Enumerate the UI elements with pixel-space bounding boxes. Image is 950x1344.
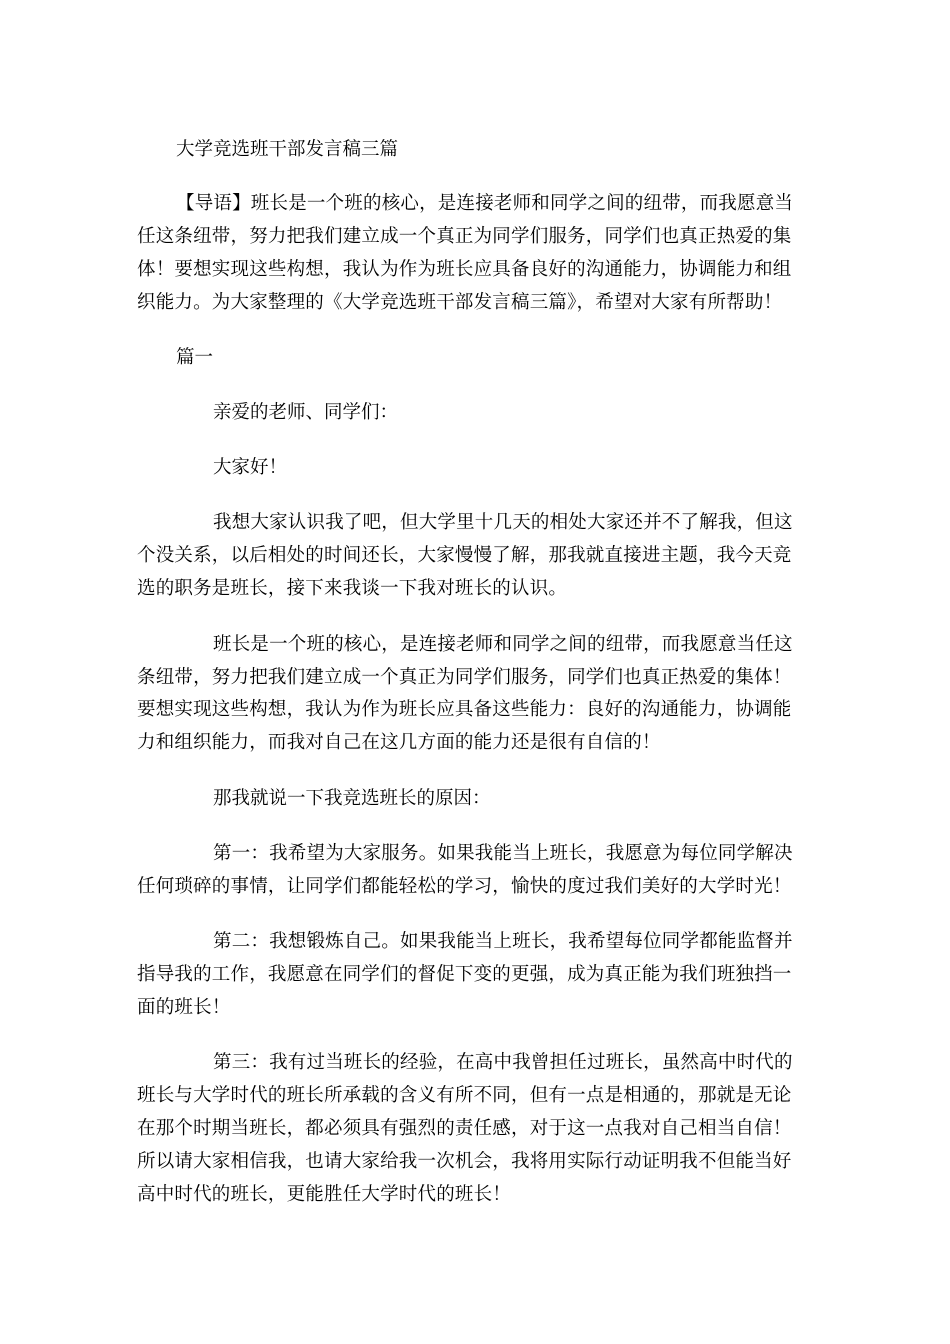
- paragraph-line: 面的班长！: [137, 997, 231, 1018]
- section-heading: 篇一: [176, 347, 214, 368]
- paragraph-line: 力和组织能力，而我对自己在这几方面的能力还是很有自信的！: [137, 732, 661, 753]
- paragraph-line: 那我就说一下我竞选班长的原因：: [213, 788, 491, 809]
- paragraph-line: 选的职务是班长，接下来我谈一下我对班长的认识。: [137, 578, 568, 599]
- paragraph-line: 要想实现这些构想，我认为作为班长应具备这些能力：良好的沟通能力，协调能: [137, 699, 792, 720]
- intro-line: 体！要想实现这些构想，我认为作为班长应具备良好的沟通能力，协调能力和组: [137, 259, 792, 280]
- salutation: 亲爱的老师、同学们：: [213, 402, 399, 423]
- paragraph-line: 班长是一个班的核心，是连接老师和同学之间的纽带，而我愿意当任这: [213, 634, 793, 655]
- paragraph-line: 高中时代的班长，更能胜任大学时代的班长！: [137, 1184, 512, 1205]
- paragraph-line: 个没关系，以后相处的时间还长，大家慢慢了解，那我就直接进主题，我今天竞: [137, 545, 792, 566]
- intro-line: 织能力。为大家整理的《大学竞选班干部发言稿三篇》，希望对大家有所帮助！: [137, 292, 783, 313]
- greeting: 大家好！: [213, 457, 288, 478]
- paragraph-line: 第一：我希望为大家服务。如果我能当上班长，我愿意为每位同学解决: [213, 843, 793, 864]
- paragraph-line: 任何琐碎的事情，让同学们都能轻松的学习，愉快的度过我们美好的大学时光！: [137, 876, 792, 897]
- intro-line: 任这条纽带，努力把我们建立成一个真正为同学们服务，同学们也真正热爱的集: [137, 226, 792, 247]
- paragraph-line: 我想大家认识我了吧，但大学里十几天的相处大家还并不了解我，但这: [213, 512, 793, 533]
- paragraph-line: 第三：我有过当班长的经验，在高中我曾担任过班长，虽然高中时代的: [213, 1052, 793, 1073]
- paragraph-line: 在那个时期当班长，都必须具有强烈的责任感，对于这一点我对自己相当自信！: [137, 1118, 792, 1139]
- paragraph-line: 所以请大家相信我，也请大家给我一次机会，我将用实际行动证明我不但能当好: [137, 1151, 792, 1172]
- paragraph-line: 指导我的工作，我愿意在同学们的督促下变的更强，成为真正能为我们班独挡一: [137, 964, 792, 985]
- paragraph-line: 班长与大学时代的班长所承载的含义有所不同，但有一点是相通的，那就是无论: [137, 1085, 792, 1106]
- paragraph-line: 条纽带，努力把我们建立成一个真正为同学们服务，同学们也真正热爱的集体！: [137, 667, 792, 688]
- paragraph-line: 第二：我想锻炼自己。如果我能当上班长，我希望每位同学都能监督并: [213, 931, 793, 952]
- document-title: 大学竞选班干部发言稿三篇: [176, 139, 399, 160]
- intro-line: 【导语】班长是一个班的核心，是连接老师和同学之间的纽带，而我愿意当: [176, 193, 794, 214]
